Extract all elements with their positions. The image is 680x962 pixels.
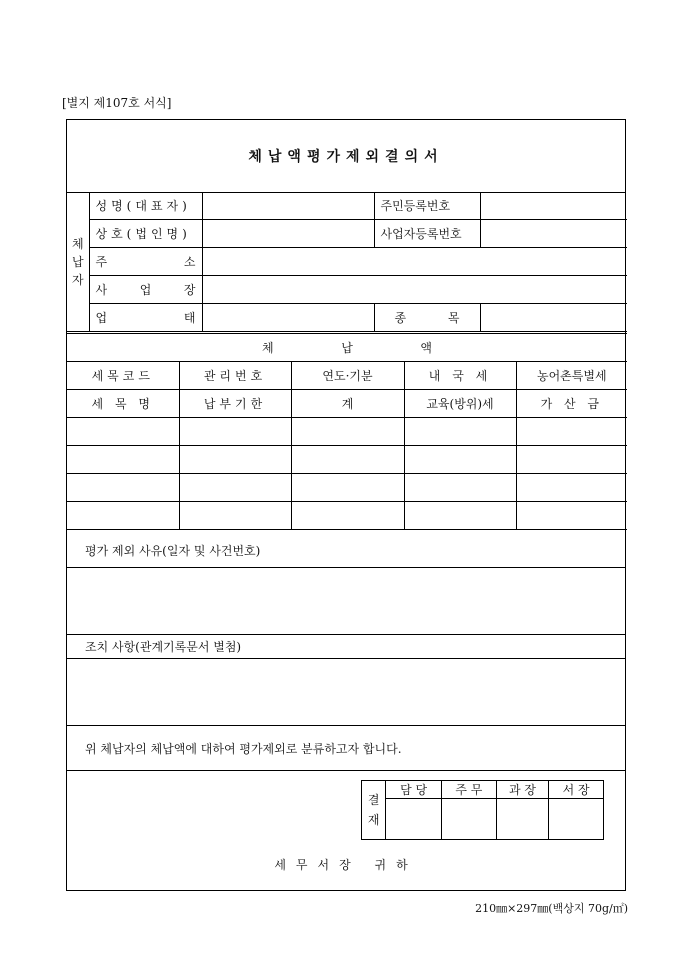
table-cell[interactable]: [516, 446, 627, 474]
item-field[interactable]: [480, 304, 627, 332]
table-cell[interactable]: [67, 502, 179, 530]
approval-sign-director[interactable]: [549, 799, 604, 840]
table-cell[interactable]: [179, 418, 291, 446]
taxpayer-side-label: 체 납 자: [67, 192, 89, 332]
paper-spec: 210㎜×297㎜(백상지 70g/㎡): [475, 902, 628, 915]
table-cell[interactable]: [291, 446, 404, 474]
name-label: 성명(대표자): [89, 192, 202, 220]
reason-label: 평가 제외 사유(일자 및 사건번호): [67, 533, 625, 568]
form-title: 체납액평가제외결의서: [67, 120, 625, 193]
penalty-header: 가 산 금: [516, 390, 627, 418]
business-type-label: 업 태: [89, 304, 202, 332]
payment-deadline-header: 납부기한: [179, 390, 291, 418]
approval-role-section-chief: 과 장: [496, 781, 549, 799]
table-cell[interactable]: [179, 446, 291, 474]
action-field[interactable]: [67, 659, 625, 726]
approval-role-staff: 담 당: [386, 781, 442, 799]
tax-item-name-header: 세 목 명: [67, 390, 179, 418]
reason-field[interactable]: [67, 568, 625, 635]
table-cell[interactable]: [67, 446, 179, 474]
address-field[interactable]: [202, 248, 627, 276]
table-row: [67, 502, 627, 530]
table-cell[interactable]: [404, 446, 516, 474]
management-number-header: 관리번호: [179, 362, 291, 390]
table-cell[interactable]: [516, 474, 627, 502]
approval-sign-staff[interactable]: [386, 799, 442, 840]
trade-name-field[interactable]: [202, 220, 374, 248]
approval-sign-section-chief[interactable]: [496, 799, 549, 840]
table-cell[interactable]: [516, 502, 627, 530]
arrears-heading: 체 납 액: [67, 334, 627, 362]
table-cell[interactable]: [291, 474, 404, 502]
addressee: 세무서장 귀하: [274, 858, 418, 872]
approval-role-main: 주 무: [441, 781, 496, 799]
workplace-label: 사 업 장: [89, 276, 202, 304]
table-cell[interactable]: [291, 418, 404, 446]
year-period-header: 연도·기분: [291, 362, 404, 390]
taxpayer-info-table: [67, 192, 627, 332]
tax-code-header: 세목코드: [67, 362, 179, 390]
name-field[interactable]: [202, 192, 374, 220]
table-cell[interactable]: [404, 474, 516, 502]
action-label: 조치 사항(관계기록문서 별첨): [67, 635, 625, 659]
table-cell[interactable]: [404, 418, 516, 446]
trade-name-label: 상호(법인명): [89, 220, 202, 248]
table-row: [67, 446, 627, 474]
resident-id-label: 주민등록번호: [374, 192, 480, 220]
education-tax-header: 교육(방위)세: [404, 390, 516, 418]
approval-table: [361, 780, 604, 840]
workplace-field[interactable]: [202, 276, 627, 304]
table-row: [67, 474, 627, 502]
table-cell[interactable]: [179, 474, 291, 502]
table-cell[interactable]: [67, 474, 179, 502]
table-cell[interactable]: [67, 418, 179, 446]
table-cell[interactable]: [404, 502, 516, 530]
address-label: 주 소: [89, 248, 202, 276]
table-cell[interactable]: [516, 418, 627, 446]
approval-label: 결 재: [362, 781, 386, 840]
business-reg-label: 사업자등록번호: [374, 220, 480, 248]
total-header: 계: [291, 390, 404, 418]
rural-special-tax-header: 농어촌특별세: [516, 362, 627, 390]
approval-role-director: 서 장: [549, 781, 604, 799]
domestic-tax-header: 내 국 세: [404, 362, 516, 390]
arrears-table: [67, 333, 627, 530]
business-type-field[interactable]: [202, 304, 374, 332]
evaluation-exclusion-form: [66, 119, 626, 891]
table-row: [67, 418, 627, 446]
statement: 위 체납자의 체납액에 대하여 평가제외로 분류하고자 합니다.: [67, 726, 625, 771]
approval-sign-main[interactable]: [441, 799, 496, 840]
resident-id-field[interactable]: [480, 192, 627, 220]
form-number: [별지 제107호 서식]: [62, 96, 172, 110]
table-cell[interactable]: [291, 502, 404, 530]
item-label: 종 목: [374, 304, 480, 332]
table-cell[interactable]: [179, 502, 291, 530]
business-reg-field[interactable]: [480, 220, 627, 248]
